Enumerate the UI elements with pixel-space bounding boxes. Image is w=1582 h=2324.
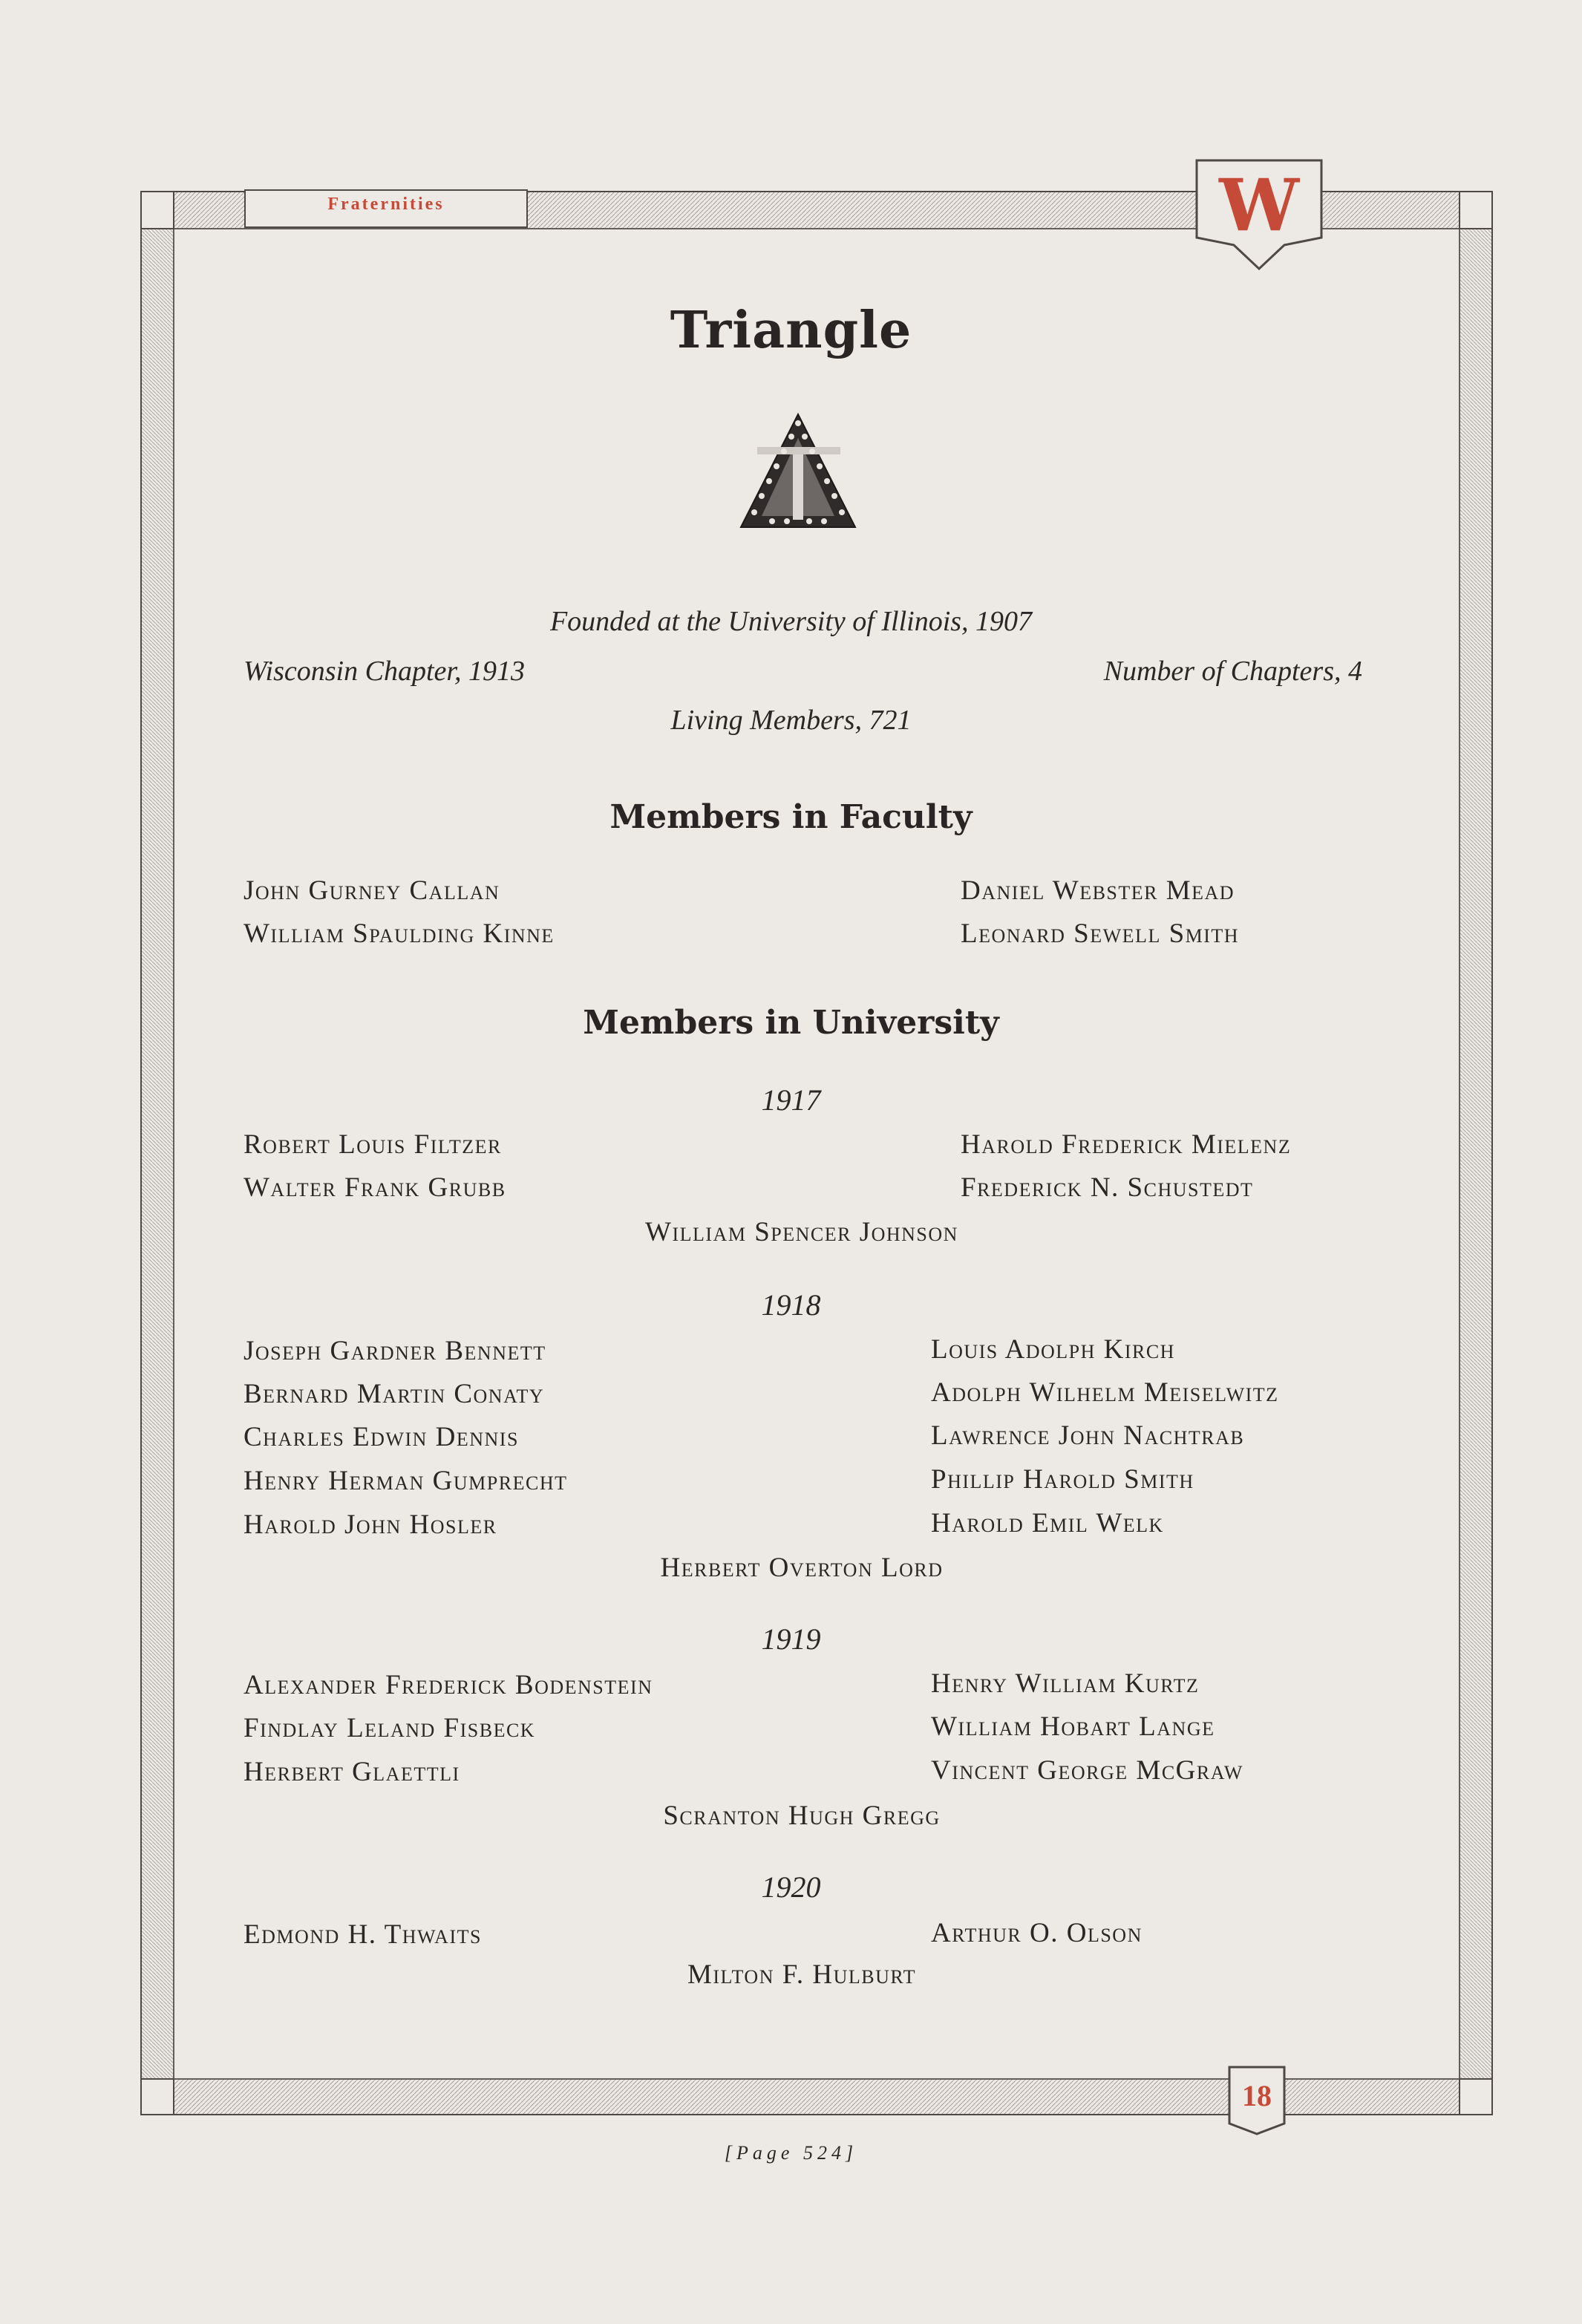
class-year: 1919 (761, 1622, 821, 1656)
page-badge-number: 18 (1242, 2079, 1272, 2112)
page-title: Triangle (670, 301, 912, 360)
member-name: Vincent George McGraw (931, 1755, 1243, 1786)
member-name: Harold Frederick Mielenz (961, 1129, 1292, 1160)
faculty-name: John Gurney Callan (243, 875, 500, 906)
triangle-pin-icon (735, 408, 861, 535)
member-name: Adolph Wilhelm Meiselwitz (931, 1377, 1279, 1408)
monogram-logo (1197, 165, 1321, 247)
chapters-count-text: Number of Chapters, 4 (1103, 656, 1362, 687)
chapter-text: Wisconsin Chapter, 1913 (243, 656, 525, 687)
member-name: Alexander Frederick Bodenstein (243, 1670, 653, 1700)
member-name: Harold Emil Welk (931, 1508, 1164, 1538)
faculty-heading: Members in Faculty (609, 798, 973, 836)
living-members-text: Living Members, 721 (670, 705, 912, 736)
page-number: [Page 524] (724, 2142, 858, 2164)
member-name: William Hobart Lange (931, 1711, 1215, 1742)
member-name: William Spencer Johnson (645, 1217, 958, 1247)
member-name: Henry William Kurtz (931, 1668, 1200, 1699)
class-year: 1918 (761, 1288, 821, 1322)
class-year: 1920 (761, 1870, 821, 1904)
member-name: Robert Louis Filtzer (243, 1129, 502, 1160)
member-name: Walter Frank Grubb (243, 1172, 506, 1203)
member-name: Edmond H. Thwaits (243, 1919, 482, 1950)
member-name: Phillip Harold Smith (931, 1464, 1194, 1495)
member-name: Milton F. Hulburt (687, 1959, 917, 1990)
faculty-name: Daniel Webster Mead (961, 875, 1235, 906)
member-name: Herbert Glaettli (243, 1757, 460, 1787)
member-name: Lawrence John Nachtrab (931, 1420, 1245, 1451)
monogram-text: W (1219, 163, 1299, 247)
member-name: Bernard Martin Conaty (243, 1379, 545, 1409)
member-name: Arthur O. Olson (931, 1918, 1143, 1948)
member-name: Harold John Hosler (243, 1509, 497, 1540)
member-name: Joseph Gardner Bennett (243, 1336, 546, 1366)
university-heading: Members in University (583, 1004, 999, 1042)
founded-text: Founded at the University of Illinois, 1907 (549, 606, 1033, 637)
page-badge (1229, 2072, 1284, 2121)
member-name: Findlay Leland Fisbeck (243, 1713, 536, 1743)
class-year: 1917 (761, 1083, 821, 1117)
member-name: Frederick N. Schustedt (961, 1172, 1254, 1203)
member-name: Charles Edwin Dennis (243, 1422, 519, 1452)
member-name: Scranton Hugh Gregg (663, 1801, 941, 1831)
faculty-name: Leonard Sewell Smith (961, 918, 1240, 949)
member-name: Herbert Overton Lord (660, 1553, 944, 1583)
faculty-name: William Spaulding Kinne (243, 918, 555, 949)
member-name: Henry Herman Gumprecht (243, 1466, 568, 1496)
section-label: Fraternities (327, 195, 445, 214)
member-name: Louis Adolph Kirch (931, 1334, 1175, 1365)
